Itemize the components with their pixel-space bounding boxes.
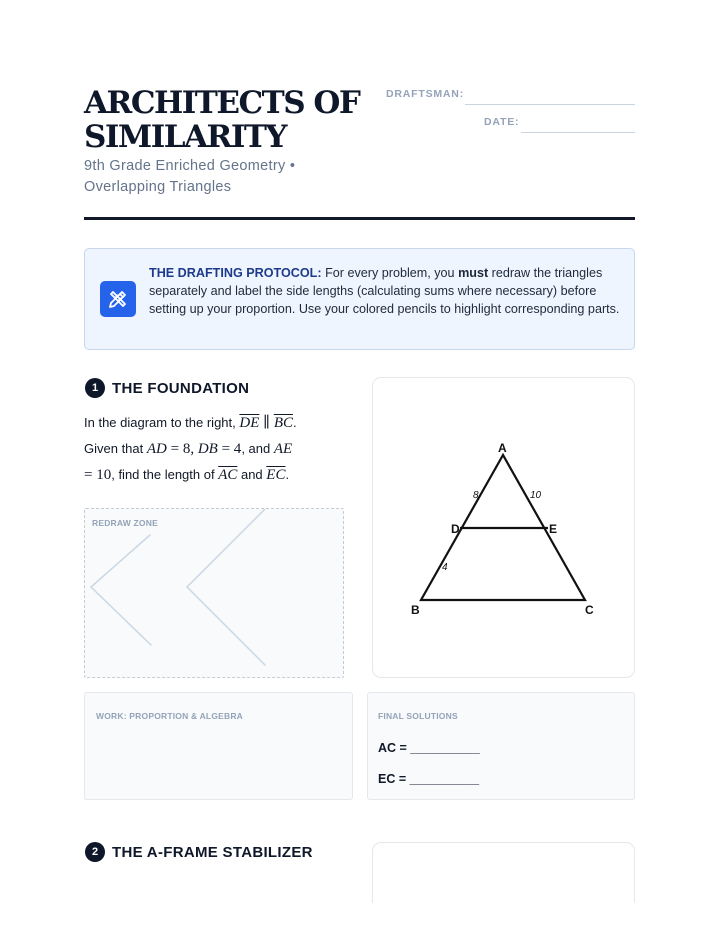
problem-text: . [285, 467, 290, 482]
draftsman-label: DRAFTSMAN: [386, 88, 464, 100]
segment-bc: $\overline{BC}$ [273, 415, 293, 431]
problem-text: In the diagram to the right, [84, 415, 240, 430]
segment-ec: $\overline{EC}$ [266, 467, 286, 483]
answer-ac[interactable]: AC = __________ [378, 741, 480, 755]
section-title: THE FOUNDATION [112, 380, 250, 397]
redraw-guide-sketch [85, 509, 343, 677]
draftsman-field[interactable] [465, 104, 635, 105]
value-db: = 4 [217, 441, 242, 457]
section-title: THE A-FRAME STABILIZER [112, 844, 313, 861]
drafting-protocol-callout [84, 248, 635, 350]
section-number-badge: 1 [85, 378, 105, 398]
problem-statement [84, 410, 334, 488]
protocol-text-part: redraw the triangles separately and label the side lengths (calculating sums where necessary) before setting up your proportion. Use your colored pencils to highlight corresponding parts. [149, 266, 620, 316]
problem-text: , and [241, 441, 274, 456]
redraw-zone-label: REDRAW ZONE [92, 518, 158, 528]
worksheet-subtitle [84, 156, 344, 198]
length-ae-label: 10 [530, 490, 542, 501]
pencil-ruler-icon [100, 281, 136, 317]
parallel-symbol: ∥ [259, 415, 274, 431]
problem-text: . [292, 415, 297, 430]
value-ae: = 10 [84, 467, 112, 483]
redraw-zone[interactable] [84, 508, 344, 678]
vertex-c-label: C [585, 603, 594, 617]
protocol-text [149, 264, 625, 318]
header-divider [84, 217, 635, 220]
var-ae: AE [273, 441, 293, 457]
vertex-d-label: D [451, 522, 460, 536]
work-area-label: WORK: PROPORTION & ALGEBRA [96, 711, 244, 721]
date-field[interactable] [521, 132, 635, 133]
subtitle-line-2: Overlapping Triangles [84, 179, 232, 195]
work-area[interactable] [84, 692, 353, 800]
problem-line-1 [84, 410, 334, 436]
length-db-label: 4 [442, 562, 448, 573]
title-line-2: SIMILARITY [84, 119, 287, 155]
problem-text: and [237, 467, 267, 482]
protocol-emphasis: must [458, 266, 489, 280]
problem-line-3 [84, 462, 334, 488]
length-ad-label: 8 [473, 490, 479, 501]
var-db: DB [197, 441, 218, 457]
vertex-a-label: A [498, 441, 507, 455]
triangle-diagram [373, 378, 634, 677]
var-ad: AD [146, 441, 167, 457]
problem-text: Given that [84, 441, 147, 456]
answer-ec[interactable]: EC = __________ [378, 772, 480, 786]
segment-de: $\overline{DE}$ [239, 415, 260, 431]
vertex-b-label: B [411, 603, 420, 617]
title-line-1: ARCHITECTS OF [84, 85, 360, 121]
vertex-e-label: E [549, 522, 558, 536]
final-solutions-label: FINAL SOLUTIONS [378, 711, 458, 721]
worksheet-title [84, 86, 374, 154]
segment-ac: $\overline{AC}$ [218, 467, 238, 483]
section-number-badge: 2 [85, 842, 105, 862]
protocol-text-part: For every problem, you [321, 266, 459, 280]
value-ad: = 8, [166, 441, 198, 457]
problem-line-2 [84, 436, 334, 462]
section2-diagram-card [372, 842, 635, 903]
final-solutions-box [367, 692, 635, 800]
protocol-lead: THE DRAFTING PROTOCOL: [149, 266, 322, 280]
problem-text: , find the length of [111, 467, 219, 482]
date-label: DATE: [484, 116, 520, 128]
subtitle-line-1: 9th Grade Enriched Geometry • [84, 158, 296, 174]
triangle-diagram-card [372, 377, 635, 678]
